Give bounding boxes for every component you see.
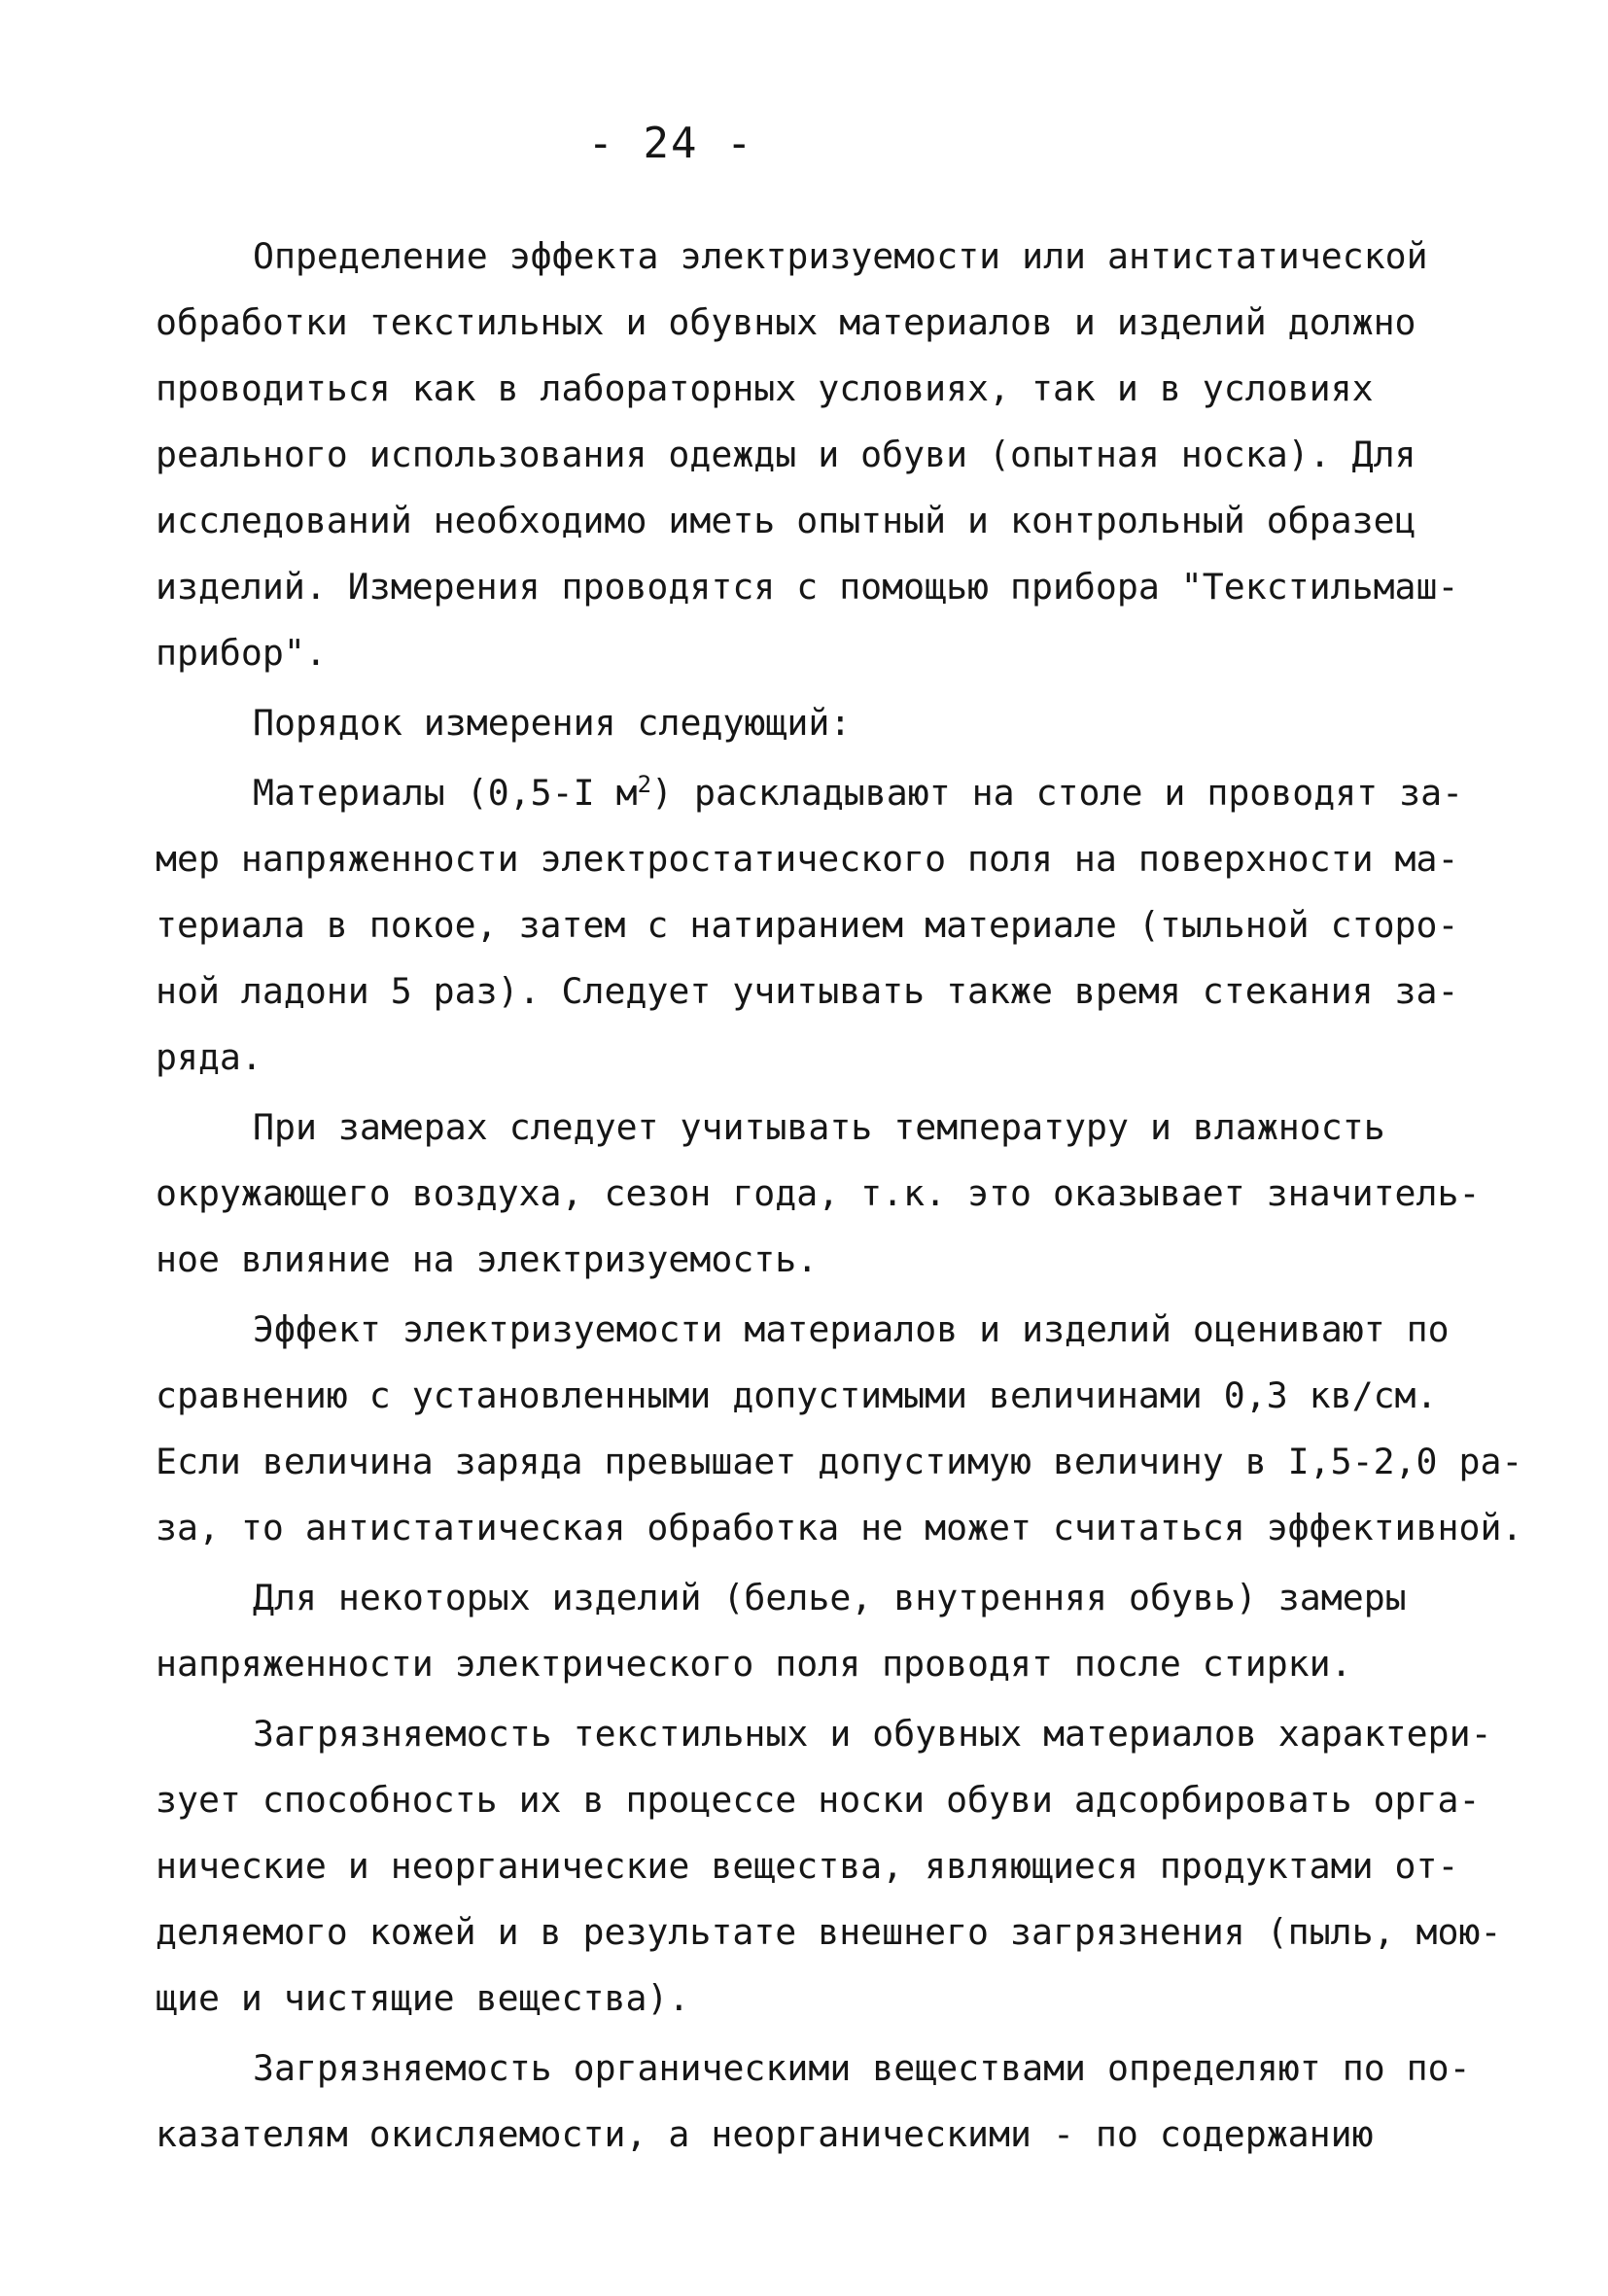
paragraph (156, 1701, 1502, 2032)
text-line: нические и неорганические вещества, являющиеся продуктами от- (156, 1845, 1459, 1887)
text-line: прибор". (156, 632, 327, 674)
paragraph (156, 1565, 1497, 1697)
body-text (156, 224, 1523, 2168)
text-line: Порядок измерения следующий: (253, 702, 852, 744)
text-line: Для некоторых изделий (белье, внутренняя обувь) замеры (253, 1577, 1407, 1618)
text-line: напряженности электрического поля проводят после стирки. (156, 1643, 1352, 1685)
text-line: Эффект электризуемости материалов и изделий оценивают по (253, 1308, 1450, 1350)
text-line: окружающего воздуха, сезон года, т.к. это оказывает значитель- (156, 1172, 1481, 1214)
text-line: ное влияние на электризуемость. (156, 1238, 819, 1280)
text-line (156, 760, 1497, 826)
text-line: щие и чистящие вещества). (156, 1977, 690, 2019)
text-line: Определение эффекта электризуемости или антистатической (253, 235, 1428, 277)
paragraph (156, 690, 1497, 756)
text-line: зует способность их в процессе носки обуви адсорбировать орга- (156, 1779, 1481, 1821)
text-line: Загрязняемость текстильных и обувных материалов характери- (253, 1713, 1492, 1755)
text-line: ной ладони 5 раз). Следует учитывать также время стекания за- (156, 970, 1459, 1012)
paragraph (156, 1297, 1523, 1561)
text-line: исследований необходимо иметь опытный и контрольный образец (156, 500, 1416, 541)
paragraph (156, 224, 1497, 686)
text-line: При замерах следует учитывать температуру и влажность (253, 1106, 1385, 1148)
paragraph (156, 1095, 1497, 1293)
text-line: Если величина заряда превышает допустимую величину в I,5-2,0 ра- (156, 1441, 1523, 1482)
paragraph (156, 760, 1497, 1091)
text-line: Загрязняемость органическими веществами определяют по по- (253, 2047, 1471, 2089)
text-line: сравнению с установленными допустимыми величинами 0,3 кв/см. (156, 1374, 1438, 1416)
superscript: 2 (637, 770, 652, 798)
text-fragment: ) раскладывают на столе и проводят за- (651, 772, 1464, 814)
text-line: мер напряженности электростатического поля на поверхности ма- (156, 838, 1459, 880)
text-fragment: Материалы (0,5-I м (253, 772, 638, 814)
text-line: казателям окисляемости, а неорганическими - по содержанию (156, 2113, 1374, 2155)
text-line: реального использования одежды и обуви (опытная носка). Для (156, 434, 1416, 475)
text-line: обработки текстильных и обувных материалов и изделий должно (156, 301, 1416, 343)
paragraph (156, 2035, 1497, 2168)
text-line: ряда. (156, 1036, 262, 1078)
page-number: - 24 - (587, 119, 754, 168)
text-line: териала в покое, затем с натиранием материале (тыльной сторо- (156, 904, 1459, 946)
text-line: деляемого кожей и в результате внешнего загрязнения (пыль, мою- (156, 1911, 1502, 1953)
text-line: проводиться как в лабораторных условиях, так и в условиях (156, 367, 1374, 409)
text-line: изделий. Измерения проводятся с помощью прибора "Текстильмаш- (156, 566, 1459, 608)
text-line: за, то антистатическая обработка не может считаться эффективной. (156, 1507, 1523, 1548)
